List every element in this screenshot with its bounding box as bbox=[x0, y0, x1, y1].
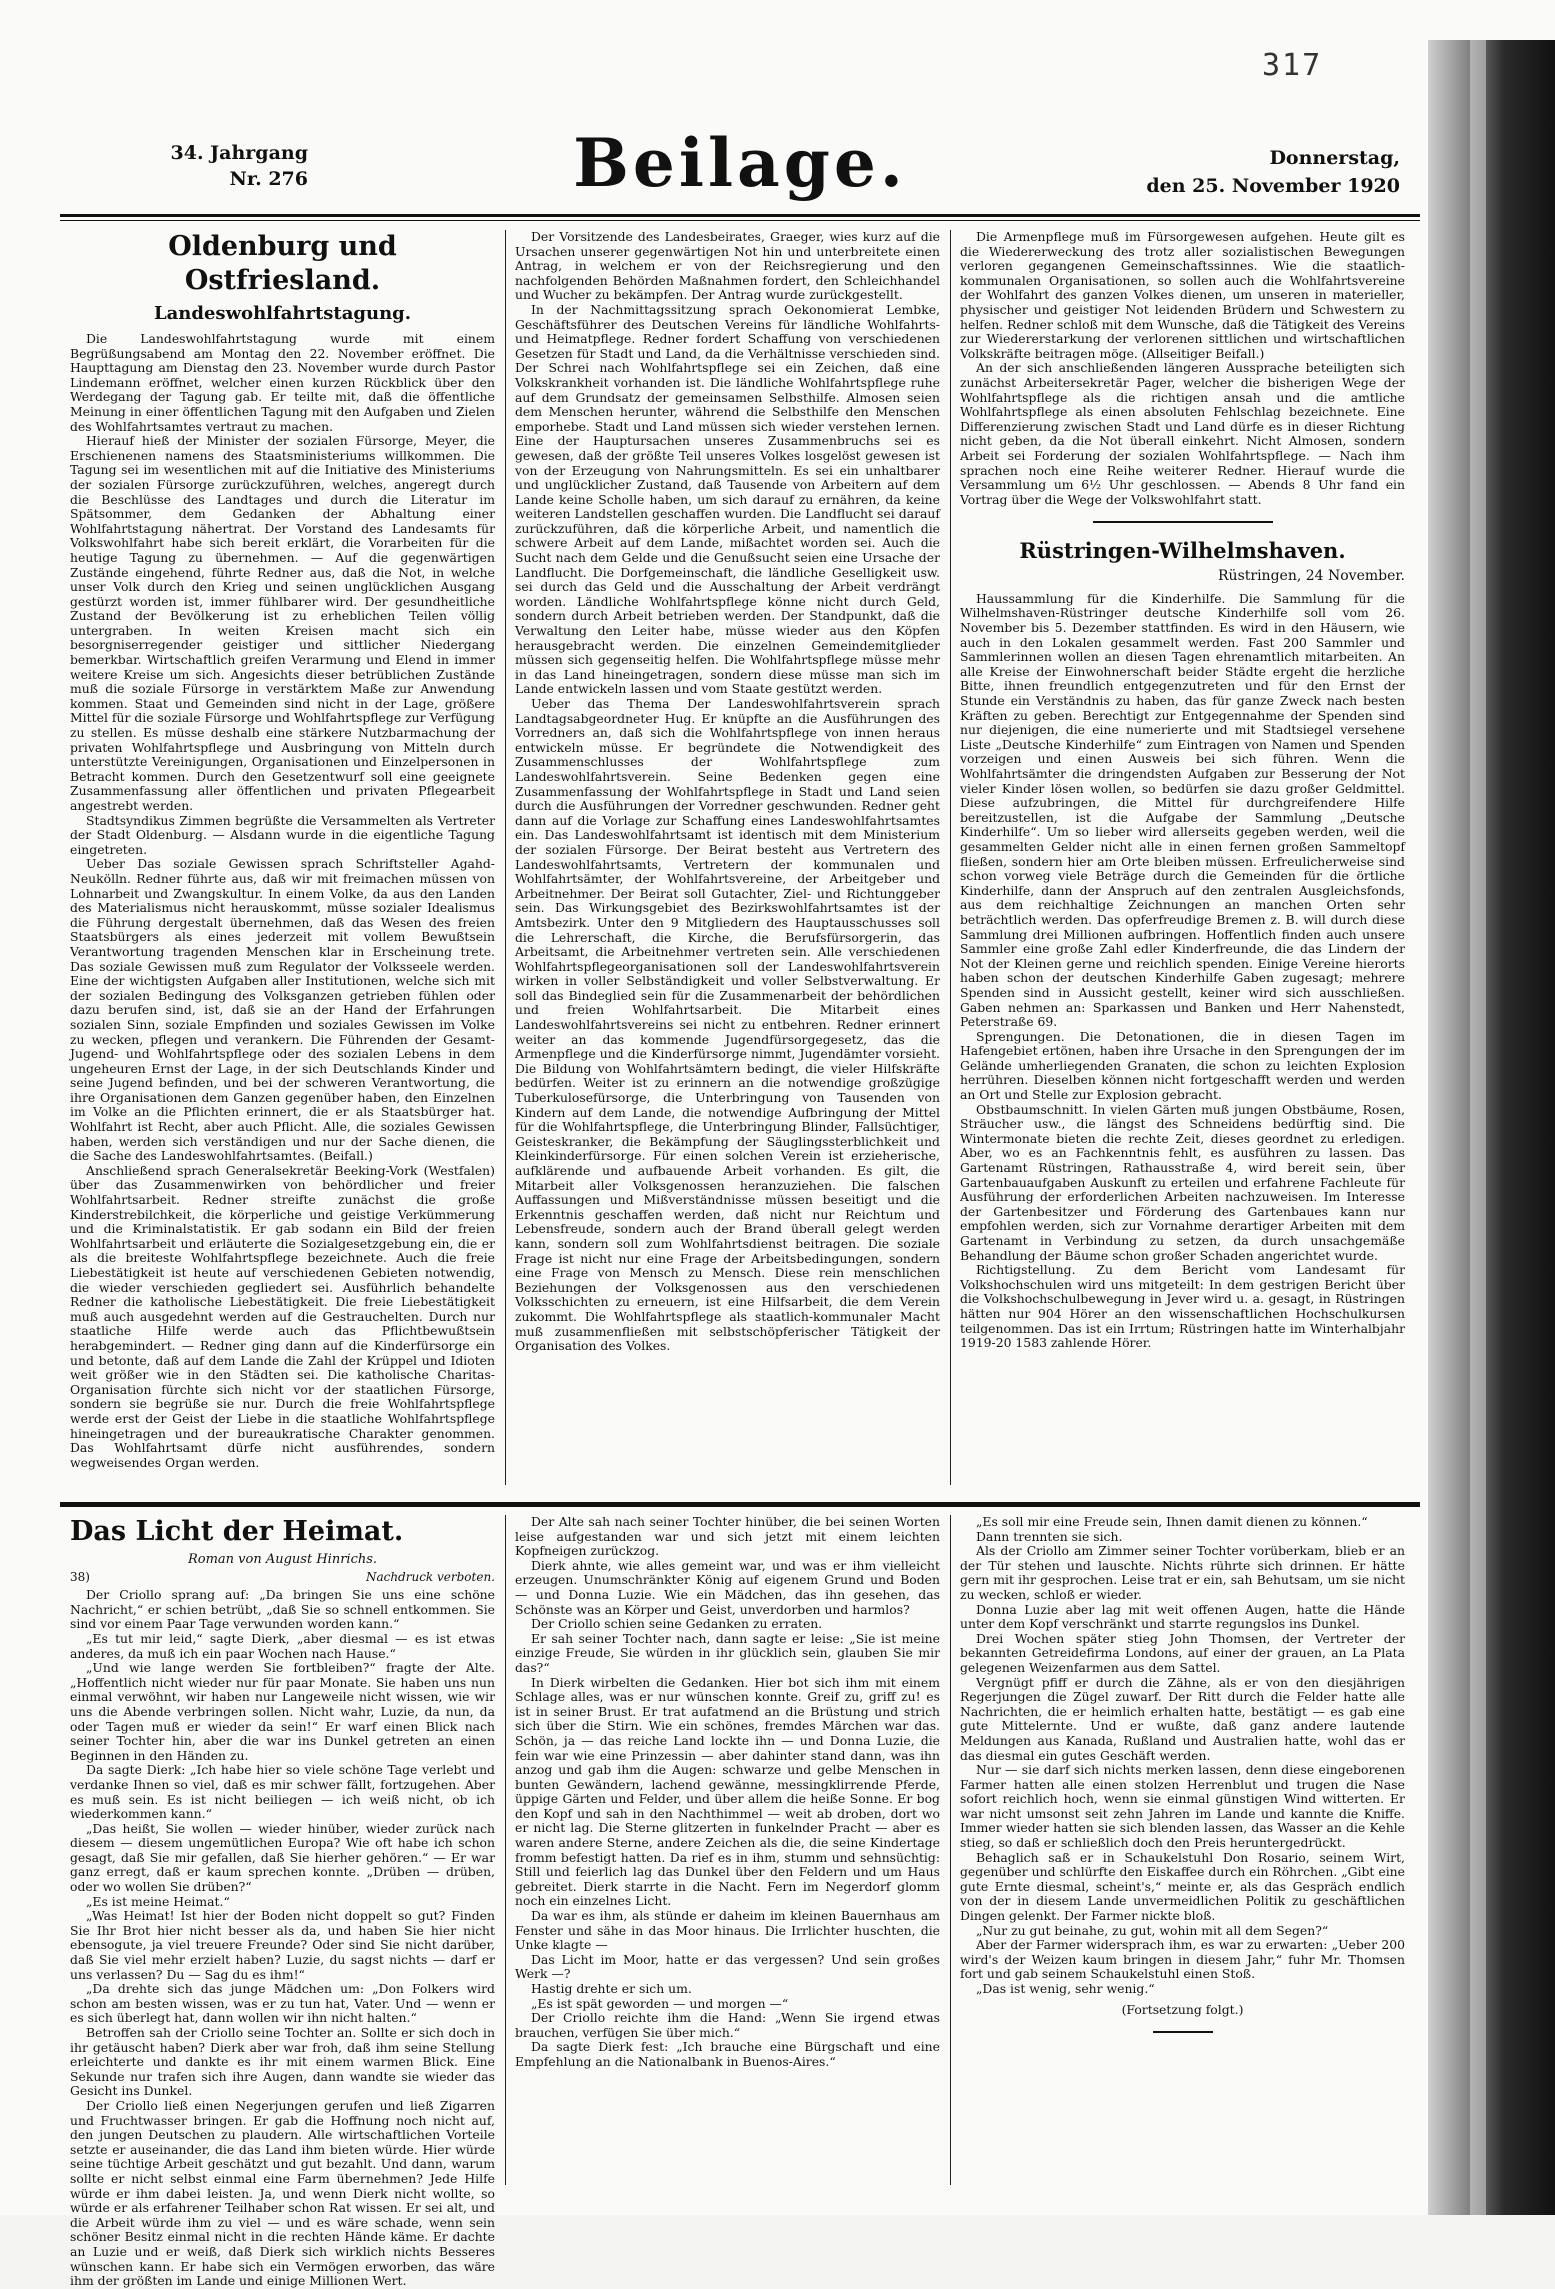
novel-paragraph: „Es ist spät geworden — und morgen —“ bbox=[531, 1995, 789, 2011]
novel-paragraph: Behaglich saß er in Schaukelstuhl Don Rosario, seinem Wirt, gegenüber und schlürfte den Eiskaffee durch ein Röhrchen. „Gibt eine gute Ernte diesmal, scheint's,“ meinte er, als das Gespräch endlich von der in diesem Lande unvermeidlichen Politik zu geschäftlichen Dingen gelenkt. Der Farmer nickte bloß. bbox=[960, 1849, 1405, 1924]
article1-paragraph: An der sich anschließenden längeren Aussprache beteiligten sich zunächst Arbeitersekretär Pager, welcher die bisherigen Wege der Wohlfahrtspflege als die richtigen ansah und die amtliche Wohlfahrtspflege als einen absoluten Fehlschlag bezeichnete. Eine Differenzierung zwischen Stadt und Land dürfe es in dieser Richtung nicht geben, da die Not überall einkehrt. Nicht Almosen, sondern Arbeit sei Forderung der sozialen Wohlfahrtspflege. — Nach ihm sprachen noch eine Reihe weiterer Redner. Hierauf wurde die Versammlung um 6½ Uhr geschlossen. — Abends 8 Uhr fand ein Vortrag über die Wege der Volkswohlfahrt statt. bbox=[960, 360, 1405, 507]
novel-paragraph: Aber der Farmer widersprach ihm, es war zu erwarten: „Ueber 200 wird's der Weizen kaum bringen in diesem Jahr,“ fuhr Mr. Thomsen fort und gab seinem Schaukelstuhl einen Stoß. bbox=[960, 1937, 1405, 1982]
article1-paragraph: Ueber Das soziale Gewissen sprach Schriftsteller Agahd-Neukölln. Redner führte aus, daß wir mit freimachen müssen von Lohnarbeit und Zwangskultur. In einem Volke, da aus den Landen des Materialismus nicht herauskommt, müsse sozialer Idealismus die Führung dergestalt übernehmen, daß das Wesen des freien Staatsbürgers als eines jederzeit mit vollem Bewußtsein Verantwortung tragenden Menschen klar in Erscheinung trete. Das soziale Gewissen muß zum Regulator der Volksseele werden. Eine der wichtigsten Aufgaben aller Institutionen, welche sich mit der sozialen Bedingung des Volksganzen getrieben fühlen oder dazu berufen sind, ist, daß sie an der Hand der Erfahrungen sozialen Sinn, soziale Empfinden und soziales Gewissen im Volke zu wecken, pflegen und verankern. Die Führenden der Gesamt-Jugend- und Wohlfahrtspflege oder des sozialen Lebens in dem ungeheuren Ernst der Lage, in der sich Deutschlands Kinder und seine Jugend befinden, und bei der schweren Verantwortung, die ihre Organisationen dem Ganzen gegenüber haben, den Einzelnen im Volke an die Pflichten erinnert, die er als Staatsbürger hat. Wohlfahrt ist Recht, aber auch Pflicht. Alle, die soziales Gewissen haben, werden sich verständigen und nur der Sache dienen, die die Sache des Landeswohlfahrtsamtes. (Beifall.) bbox=[70, 856, 495, 1164]
novel-column-2 bbox=[515, 1515, 940, 2185]
article1-paragraph: Die Landeswohlfahrtstagung wurde mit einem Begrüßungsabend am Montag den 22. November eröffnet. Die Haupttagung am Dienstag den 23. November wurde durch Pastor Lindemann eröffnet, welcher einen kurzen Rückblick über den Werdegang der Tagung gab. Er teilte mit, daß die öffentliche Meinung in einer öffentlichen Tagung mit den Aufgaben und Zielen des Wohlfahrtsamtes vertraut zu machen. bbox=[70, 331, 495, 434]
novel-title: Das Licht der Heimat. bbox=[70, 1516, 404, 1547]
book-spine bbox=[1428, 40, 1555, 2215]
article1-paragraph: Stadtsyndikus Zimmen begrüßte die Versammelten als Vertreter der Stadt Oldenburg. — Alsdann wurde in die eigentliche Tagung eingetreten. bbox=[70, 812, 495, 857]
newspaper-page bbox=[60, 110, 1420, 2289]
spine-highlight bbox=[1470, 40, 1486, 2215]
novel-column-3 bbox=[960, 1515, 1405, 2185]
novel-installment: 38) bbox=[70, 1569, 90, 1584]
novel-paragraph: Er sah seiner Tochter nach, dann sagte er leise: „Sie ist meine einzige Freude, Sie würden in ihr glücklich sein, glauben Sie mir das?“ bbox=[515, 1630, 940, 1675]
novel-column-1 bbox=[70, 1515, 495, 2289]
right-column bbox=[960, 230, 1405, 1490]
novel-paragraph: Dierk ahnte, wie alles gemeint war, und was er ihm vielleicht erzeugen. Unumschränkter König auf eigenem Grund und Boden — und Donna Luzie. Wie ein Mädchen, das ihn gesehen, das Schönste was an Körper und Geist, unverdorben und harmlos? bbox=[515, 1557, 940, 1617]
article1-column-2 bbox=[515, 230, 940, 1490]
masthead-title: Beilage. bbox=[573, 124, 907, 202]
issue-label: Nr. 276 bbox=[229, 168, 308, 190]
article1-column-1 bbox=[70, 230, 495, 1490]
novel-paragraph: „Es ist meine Heimat.“ bbox=[86, 1893, 230, 1909]
novel-meta-row bbox=[70, 1570, 495, 1585]
novel-paragraph: „Was Heimat! Ist hier der Boden nicht doppelt so gut? Finden Sie Ihr Brot hier nicht besser als da, und haben Sie hier nicht ebensogute, ja viel treuere Freunde? Oder sind Sie nicht darüber, daß Sie viel mehr erzielt haben? Luzie, du sagst nichts — darf er uns verlassen? Du — Sag du es ihm!“ bbox=[70, 1908, 495, 1982]
article1-paragraph: In der Nachmittagssitzung sprach Oekonomierat Lembke, Geschäftsführer des Deutschen Vereins für ländliche Wohlfahrts- und Heimatpflege. Redner fordert Schaffung von verschiedenen Gesetzen für Stadt und Land, da die Verhältnisse verschieden sind. Der Schrei nach Wohlfahrtspflege sei ein Zeichen, daß eine Volkskrankheit vorhanden ist. Die ländliche Wohlfahrtspflege ruhe auf dem Grundsatz der gemeinsamen Selbsthilfe. Almosen seien dem Menschen herunter, während die Selbsthilfe den Menschen emporhebe. Stadt und Land müssen sich wieder verstehen lernen. Eine der Hauptursachen unseres Zusammenbruchs sei es gewesen, daß der größte Teil unseres Volkes losgelöst gewesen ist von der Erzeugung von Nahrungsmitteln. Es sei ein unhaltbarer und unglücklicher Zustand, daß Tausende von Arbeitern auf dem Lande keine Scholle haben, um sich darauf zu ernähren, da keine weiteren Landstellen geschaffen wurden. Die Landflucht sei darauf zurückzuführen, daß die körperliche Arbeit, und namentlich die schwere Arbeit auf dem Lande, mißachtet worden sei. Auch die Sucht nach dem Gelde und die Genußsucht seien eine Ursache der Landflucht. Die Dorfgemeinschaft, die ländliche Geselligkeit usw. sei durch das Geld und die Ausschaltung der Arbeit verdrängt worden. Ländliche Wohlfahrtspflege könne nicht durch Geld, sondern durch Arbeit betrieben werden. Der Standpunkt, daß die Verwaltung den Leiter habe, müsse wieder aus den Köpfen herausgebracht werden. Die einzelnen Gemeindemitglieder müssen sich gegenseitig helfen. Die Wohlfahrtspflege müsse mehr in das Land hineingetragen, sondern diese müsse man sich im Lande entwickeln lassen und vom Staate gestützt werden. bbox=[515, 301, 940, 697]
masthead-date-block bbox=[1070, 144, 1400, 200]
novel-paragraph: Da sagte Dierk fest: „Ich brauche eine Bürgschaft und eine Empfehlung an die Nationalbank in Buenos-Aires.“ bbox=[515, 2039, 940, 2069]
novel-paragraph: Betroffen sah der Criollo seine Tochter an. Sollte er sich doch in ihr getäuscht haben? Dierk aber war froh, daß ihm seine Stellung erleichterte und dankte es ihr mit einem warmen Blick. Eine Sekunde nur trafen sich ihre Augen, dann wandte sie wieder das Gesicht ins Dunkel. bbox=[70, 2025, 495, 2099]
masthead-volume-block bbox=[128, 140, 308, 192]
end-rule bbox=[1153, 2031, 1213, 2033]
article2-headline: Rüstringen-Wilhelmshaven. bbox=[1019, 538, 1346, 564]
novel-paragraph: Vergnügt pfiff er durch die Zähne, als er von den diesjährigen Regerjungen die Zügel zuwarf. Der Ritt durch die Felder hatte alle Nachrichten, die er heimlich erhalten hatte, bestätigt — es gab eine gute Mittelernte. Und er wußte, daß ganz andere lautende Meldungen aus Kanada, Rußland und Australien hatte, wohl das er das diesmal ein gutes Geschäft werden. bbox=[960, 1674, 1405, 1763]
novel-paragraph: Der Criollo reichte ihm die Hand: „Wenn Sie irgend etwas brauchen, verfügen Sie über mich.“ bbox=[515, 2010, 940, 2040]
article1-paragraph: Die Armenpflege muß im Fürsorgewesen aufgehen. Heute gilt es die Wiedererweckung des trotz aller sozialistischen Bewegungen verloren gegangenen Gemeinschaftssinnes. Wie die staatlich-kommunalen Organisationen, so sollen auch die Wohlfahrtsvereine der Wohlfahrt des ganzen Volkes dienen, um unseren in materieller, physischer und geistiger Not leidenden Brüdern und Schwestern zu helfen. Redner schloß mit dem Wunsche, daß die Tätigkeit des Vereins zur Wiedererstarkung der verlorenen sittlichen und wirtschaftlichen Volkskräfte beitragen möge. (Allseitiger Beifall.) bbox=[960, 229, 1405, 361]
novel-paragraph: Der Criollo schien seine Gedanken zu erraten. bbox=[531, 1616, 823, 1632]
novel-paragraph: „Da drehte sich das junge Mädchen um: „Don Folkers wird schon am besten wissen, was er zu tun hat, Vater. Und — wenn er es sich überlegt hat, dann wollen wir ihn nicht halten.“ bbox=[70, 1981, 495, 2026]
date-label: den 25. November 1920 bbox=[1146, 175, 1400, 197]
volume-label: 34. Jahrgang bbox=[170, 142, 308, 164]
novel-continuation-note: (Fortsetzung folgt.) bbox=[1121, 2001, 1244, 2017]
masthead-rule bbox=[60, 214, 1420, 221]
novel-paragraph: „Es tut mir leid,“ sagte Dierk, „aber diesmal — es ist etwas anderes, da muß ich ein paar Wochen nach Hause.“ bbox=[70, 1630, 495, 1661]
novel-paragraph: Hastig drehte er sich um. bbox=[531, 1981, 692, 1996]
novel-paragraph: „Das heißt, Sie wollen — wieder hinüber, wieder zurück nach diesem — diesem ungemütlichen Europa? Wie oft habe ich schon gesagt, daß Sie mir gefallen, daß Sie hierher gehören.“ — Er war ganz erregt, daß er kaum sprechen konnte. „Drüben — drüben, oder wo wollen Sie drüben?“ bbox=[70, 1820, 495, 1895]
novel-paragraph: In Dierk wirbelten die Gedanken. Hier bot sich ihm mit einem Schlage alles, was er nur wünschen konnte. Greif zu, griff zu! es ist in seiner Brust. Er trat aufatmend an die Brüstung und strich sich über die Stirn. Wie ein schönes, fremdes Märchen war das. Schön, ja — das reiche Land lockte ihn — und Donna Luzie, die fein war wie eine Prinzessin — aber dahinter stand dann, was ihn anzog und gab ihm die Augen: schwarze und gelbe Menschen in bunten Gewändern, lachend gewänne, messingklirrende Pferde, üppige Gärten und Felder, und über allem die heiße Sonne. Er bog den Kopf und sah in den Nachthimmel — weit ab droben, dort wo er nicht lag. Die Sterne glitzerten in funkelnder Pracht — aber es waren andere Sterne, andere Zeichen als die, die seine Kindertage fromm befestigt hatten. Da rief es in ihm, stumm und sehnsüchtig: Still und feierlich lag das Dunkel über den Feldern und um Haus gebreitet. Dierk starrte in die Nacht. Fern im Negerdorf glomm noch ein einzelnes Licht. bbox=[515, 1674, 940, 1909]
column-rule bbox=[505, 230, 506, 1485]
novel-paragraph: Der Alte sah nach seiner Tochter hinüber, die bei seinen Worten leise aufgestanden war und sich jetzt mit einem leichten Kopfneigen zurückzog. bbox=[515, 1514, 940, 1559]
novel-paragraph: „Es soll mir eine Freude sein, Ihnen damit dienen zu können.“ bbox=[976, 1514, 1368, 1529]
article1-paragraph: Der Vorsitzende des Landesbeirates, Graeger, wies kurz auf die Ursachen unserer gegenwärtigen Not hin und unterbreitete einen Antrag, in welchem er von der Reichsregierung und den nachfolgenden Behörden Maßnahmen fordert, den Schleichhandel und Wucher zu bekämpfen. Der Antrag wurde zurückgestellt. bbox=[515, 229, 940, 303]
article2-paragraph: Sprengungen. Die Detonationen, die in diesen Tagen im Hafengebiet ertönen, haben ihre Ursache in den Sprengungen der im Gelände umherliegenden Granaten, die schon zu leichten Explosion herrühren. Dieselben können nicht fortgeschafft werden und werden an Ort und Stelle zur Explosion gebracht. bbox=[960, 1028, 1405, 1103]
novel-paragraph: Da sagte Dierk: „Ich habe hier so viele schöne Tage verlebt und verdanke Ihnen so viel, daß es mir schwer fällt, fortzugehen. Aber es muß sein. Es ist nicht beiliegen — ich weiß nicht, ob ich wiederkommen kann.“ bbox=[70, 1762, 495, 1822]
novel-paragraph: Der Criollo ließ einen Negerjungen gerufen und ließ Zigarren und Fruchtwasser bringen. Er gab die Hoffnung noch nicht auf, den jungen Deutschen zu plaudern. Alle wirtschaftlichen Vorteile setzte er auseinander, die das Land ihm bieten würde. Hier würde seine tüchtige Arbeit geschätzt und gut bezahlt. Und dann, warum sollte er nicht selbst einmal eine Farm übernehmen? Jede Hilfe würde er ihm dabei leisten. Ja, und wenn Dierk nicht wollte, so würde er als erfahrener Teilhaber schon Rat wissen. Er sei alt, und die Arbeit würde ihm zu viel — und es wäre schade, wenn sein schöner Besitz einmal nicht in die rechten Hände käme. Er dachte an Luzie und er weiß, daß Dierk sich wirklich nichts Besseres wünschen kann. Er habe sich ein Vermögen erworben, das wäre ihm der größten im Lande und einige Millionen Wert. bbox=[70, 2097, 495, 2289]
column-rule bbox=[950, 1515, 951, 2185]
novel-paragraph: Das Licht im Moor, hatte er das vergessen? Und sein großes Werk —? bbox=[515, 1951, 940, 1982]
article2-paragraph: Richtigstellung. Zu dem Bericht vom Landesamt für Volkshochschulen wird uns mitgeteilt: In dem gestrigen Bericht über die Volkshochschulbewegung in Jever wird u. a. gesagt, in Rüstringen hätten nur 904 Hörer an den wissenschaftlichen Hochschulkursen teilgenommen. Das ist ein Irrtum; Rüstringen hatte im Winterhalbjahr 1919-20 1583 zahlende Hörer. bbox=[960, 1262, 1405, 1351]
novel-paragraph: Dann trennten sie sich. bbox=[976, 1528, 1123, 1544]
novel-paragraph: Der Criollo sprang auf: „Da bringen Sie uns eine schöne Nachricht,“ er schien betrübt, „daß Sie so schnell entkommen. Sie sind vor einem Paar Tage verwunden worden kann.“ bbox=[70, 1587, 495, 1632]
article2-dateline: Rüstringen, 24 November. bbox=[1218, 568, 1405, 585]
handwritten-page-number: 317 bbox=[1262, 48, 1323, 83]
novel-paragraph: Drei Wochen später stieg John Thomsen, der Vertreter der bekannten Getreidefirma Londons, auf einer der grauen, an La Plata gelegenen Weizenfarmen aus dem Sattel. bbox=[960, 1630, 1405, 1675]
article-separator bbox=[1093, 521, 1273, 523]
column-rule bbox=[505, 1515, 506, 2185]
novel-paragraph: Als der Criollo am Zimmer seiner Tochter vorüberkam, blieb er an der Tür stehen und lauschte. Nichts rührte sich drinnen. Er hätte gern mit ihr gesprochen. Leise trat er ein, sah Behutsam, um sie nicht zu wecken, schloß er wieder. bbox=[960, 1543, 1405, 1602]
article1-paragraph: Hierauf hieß der Minister der sozialen Fürsorge, Meyer, die Erschienenen namens des Staatsministeriums willkommen. Die Tagung sei im wesentlichen mit auf die Initiative des Ministeriums der sozialen Fürsorge zurückzuführen, welches, angeregt durch die Beschlüsse des Landtages und durch die Literatur im Spätsommer, dem Gedanken der Abhaltung einer Wohlfahrtstagung nähertrat. Der Vorstand des Landesamts für Volkswohlfahrt habe sich bereit erklärt, die Vorarbeiten für die heutige Tagung zu übernehmen. — Auf die gegenwärtigen Zustände eingehend, führte Redner aus, daß die Not, in welche unser Volk durch den Krieg und seinen unglücklichen Ausgang gestürzt worden ist, immer fühlbarer wird. Der gesundheitliche Zustand der Bevölkerung ist zu erheblichen Teilen völlig untergraben. In weiten Kreisen macht sich ein besorgniserregender geistiger und sittlicher Niedergang bemerkbar. Wirtschaftlich greifen Verarmung und Elend in immer weitere Kreise um sich. Angesichts dieser betrüblichen Zustände muß die soziale Fürsorge in verstärktem Maße zur Anwendung kommen. Staat und Gemeinden sind nicht in der Lage, größere Mittel für die soziale Fürsorge und Wohlfahrtspflege zur Verfügung zu stellen. Es müsse deshalb eine stärkere Nutzbarmachung der privaten Wohlfahrtspflege und Ausbringung von Mitteln durch unterstützte Vereinigungen, Organisationen und Einzelpersonen in Betracht kommen. Durch den Gesetzentwurf soll eine geeignete Zusammenfassung aller öffentlichen und privaten Pflegearbeit angestrebt werden. bbox=[70, 433, 495, 813]
novel-paragraph: „Und wie lange werden Sie fortbleiben?“ fragte der Alte. „Hoffentlich nicht wieder nur für paar Monate. Sie haben uns nun einmal verwöhnt, wir haben nur Langeweile nicht wissen, wie wir uns die Abende verbringen sollen. Nicht wahr, Luzie, da nun, da oder Tagen muß er wieder da sein!“ Er warf einen Blick nach seiner Tochter hin, aber die war ins Dunkel getreten an einen Beginnen in den Händen zu. bbox=[70, 1660, 495, 1763]
novel-paragraph: „Nur zu gut beinahe, zu gut, wohin mit all dem Segen?“ bbox=[976, 1922, 1329, 1938]
novel-paragraph: Donna Luzie aber lag mit weit offenen Augen, hatte die Hände unter dem Kopf verschränkt und starrte regungslos ins Dunkel. bbox=[960, 1601, 1405, 1632]
novel-reprint-note: Nachdruck verboten. bbox=[365, 1569, 495, 1584]
novel-paragraph: Da war es ihm, als stünde er daheim im kleinen Bauernhaus am Fenster und sähe in das Moor hinaus. Die Irrlichter huschten, die Unke klagte — bbox=[515, 1908, 940, 1953]
novel-paragraph: Nur — sie darf sich nichts merken lassen, denn diese eingeborenen Farmer hatten alle einen stolzen Herrenblut und trugen die Nase sofort reichlich hoch, wenn sie einmal günstigen Wind witterten. Er war nicht umsonst seit zehn Jahren im Lande und kannte die Kniffe. Immer wieder hatten sie sich blenden lassen, das Wasser an die Kehle stieg, so daß er schließlich doch den Preis heruntergedrückt. bbox=[960, 1762, 1405, 1851]
weekday-label: Donnerstag, bbox=[1269, 147, 1400, 169]
article1-paragraph: Ueber das Thema Der Landeswohlfahrtsverein sprach Landtagsabgeordneter Hug. Er knüpfte an die Ausführungen des Vorredners an, daß sich die Wohlfahrtspflege von innen heraus entwickeln müsse. Er begründete die Notwendigkeit des Zusammenschlusses der Wohlfahrtspflege zum Landeswohlfahrtsverein. Seine Bedenken gegen eine Zusammenfassung der Wohlfahrtspflege in Stadt und Land seien durch die Ausführungen der Vorredner geschwunden. Redner geht dann auf die Vorlage zur Schaffung eines Landeswohlfahrtsamtes ein. Das Landeswohlfahrtsamt ist identisch mit dem Ministerium der sozialen Fürsorge. Der Beirat besteht aus Vertretern des Landeswohlfahrtsamts, Vertretern der kommunalen und Wohlfahrtsämter, der Wohlfahrtsvereine, der Arbeitgeber und Arbeitnehmer. Der Beirat soll Gutachter, Ziel- und Richtunggeber sein. Das Wirkungsgebiet des Bezirkswohlfahrtsamtes ist der Amtsbezirk. Unter den 9 Mitgliedern des Hauptausschusses soll die Lehrerschaft, die Kirche, die Berufsfürsorgerin, das Arbeitsamt, die Arbeitnehmer vertreten sein. Alle verschiedenen Wohlfahrtspflegeorganisationen soll der Landeswohlfahrtsverein wirken in voller Selbständigkeit und voller Selbstverwaltung. Er soll das Bindeglied sein für die Zusammenarbeit der behördlichen und freien Wohlfahrtsarbeit. Die Mitarbeit eines Landeswohlfahrtsvereins sei nicht zu entbehren. Redner erinnert weiter an das kommende Jugendfürsorgegesetz, das die Armenpflege und die Kinderfürsorge nimmt, Jugendämter vorsieht. Die Bildung von Wohlfahrtsämtern bedingt, die vieler Hilfskräfte bedürfen. Weiter ist zu erinnern an die notwendige großzügige Tuberkulosefürsorge, die Unterbringung von Tausenden von Kindern auf dem Lande, die notwendige Aufbringung der Mittel für die Wohlfahrtspflege, die Unterbringung Blinder, Fallsüchtiger, Geisteskranker, die Bekämpfung der Säuglingssterblichkeit und Kleinkinderfürsorge. Für einen solchen Verein ist erzieherische, aufklärende und aufbauende Arbeit vorhanden. Es gilt, die Mitarbeit aller Volksgenossen heranzuziehen. Die falschen Auffassungen und Mißverständnisse müssen beseitigt und die Erkenntnis geschaffen werden, daß nicht nur Reichtum und Lebensfreude, sondern auch der Brand überall gelegt werden kann, sondern soll zum Wohlfahrtsdienst beitragen. Die soziale Frage ist nicht nur eine Frage der Arbeitsbedingungen, sondern eine Frage von Mensch zu Mensch. Diese rein menschlichen Beziehungen der Volksgenossen aus den verschiedenen Volksschichten zu erneuern, ist eine Hilfsarbeit, die dem Verein zukommt. Die Wohlfahrtspflege als staatlich-kommunaler Macht muß zusammenfließen mit selbstschöpferischer Tätigkeit der Organisation des Volkes. bbox=[515, 696, 940, 1354]
article1-subhead: Landeswohlfahrtstagung. bbox=[153, 303, 412, 324]
novel-paragraph: „Das ist wenig, sehr wenig.“ bbox=[976, 1981, 1155, 1996]
feuilleton-rule bbox=[60, 1502, 1420, 1507]
article1-headline: Oldenburg und Ostfriesland. bbox=[168, 231, 397, 296]
column-rule bbox=[950, 230, 951, 1485]
article2-paragraph: Haussammlung für die Kinderhilfe. Die Sammlung für die Wilhelmshaven-Rüstringer deutsche Kinderhilfe soll vom 26. November bis 5. Dezember stattfinden. Es wird in den Häusern, wie auch in den Lokalen gesammelt werden. Fast 200 Sammler und Sammlerinnen wollen an diesen Tagen ehrenamtlich mitarbeiten. An alle Kreise der Einwohnerschaft beider Städte ergeht die herzliche Bitte, ihnen freundlich entgegenzutreten und für den Ernst der Stunde ein Verständnis zu haben, das für ganze Zweck nach besten Kräften zu geben. Berechtigt zur Entgegennahme der Spenden sind nur diejenigen, die eine numerierte und mit Stadtsiegel versehene Liste „Deutsche Kinderhilfe“ zum Eintragen von Namen und Spenden vorzeigen und einen Ausweis bei sich führen. Wenn die Wohlfahrtsämter die dringendsten Aufgaben zur Besserung der Not vieler Kinder lösen wollen, so bedürfen sie dazu großer Geldmittel. Diese aufzubringen, die Mittel für durchgreifendere Hilfe bereitzustellen, ist die Aufgabe der Sammlung „Deutsche Kinderhilfe“. Um so lieber wird allerseits gegeben werden, weil die gesammelten Gelder nicht alle in einen fernen großen Sammeltopf fließen, sondern hier am Orte bleiben müssen. Erfreulicherweise sind schon vorweg viele Beträge durch die Gemeinden für die örtliche Kinderhilfe, dann der Anspruch auf den zentralen Ausgleichsfonds, aus dem reichhaltige Zeichnungen an manchen Orten sehr beträchtlich werden. Das opferfreudige Bremen z. B. will durch diese Sammlung drei Millionen aufbringen. Hoffentlich finden auch unsere Sammler eine große Zahl edler Kinderfreunde, die das Lindern der Not der Kleinen gerne und reichlich spenden. Einige Vereine hierorts haben schon der deutschen Kinderhilfe Gaben zugesagt; mehrere Spenden sind in Aussicht gestellt, keiner wird sich ausschließen. Gaben nehmen an: Sparkassen und Banken und Herr Nahenstedt, Peterstraße 69. bbox=[960, 590, 1405, 1030]
article1-paragraph: Anschließend sprach Generalsekretär Beeking-Vork (Westfalen) über das Zusammenwirken von behördlicher und freier Wohlfahrtsarbeit. Redner streifte zunächst die große Kinderstrebilchkeit, die körperliche und geistige Verkümmerung und die Kriminalstatistik. Er gab sodann ein Bild der freien Wohlfahrtsarbeit und erläuterte die Sozialgesetzgebung ein, die er als die breiteste Wohlfahrtspflege bezeichnete. Auch die freie Liebestätigkeit ist heute auf verschiedenen Gebieten notwendig, die wieder verschieden gegliedert sei. Ausführlich behandelte Redner die katholische Liebestätigkeit. Die freie Liebestätigkeit muß auch ausgedehnt werden auf die Gestrauchelten. Durch nur staatliche Hilfe werde auch das Pflichtbewußtsein herabgemindert. — Redner ging dann auf die Kinderfürsorge ein und betonte, daß auf dem Lande die Zahl der Krüppel und Idioten weit größer wie in den Städten sei. Die katholische Charitas-Organisation fürchte sich nicht vor der staatlichen Fürsorge, sondern sie begrüße sie nur. Durch die freie Wohlfahrtspflege werde erst der Geist der Liebe in die staatliche Wohlfahrtspflege hineingetragen und der bureaukratische Charakter genommen. Das Wohlfahrtsamt dürfe nicht ausführendes, sondern wegweisendes Organ werden. bbox=[70, 1162, 495, 1470]
article2-paragraph: Obstbaumschnitt. In vielen Gärten muß jungen Obstbäume, Rosen, Sträucher usw., die längst des Schneidens bedürftig sind. Die Wintermonate bieten die rechte Zeit, dieses geordnet zu erledigen. Aber, wo es an Fachkenntnis fehlt, es ausführen zu lassen. Das Gartenamt Rüstringen, Rathausstraße 4, wird bereit sein, über Gartenbauaufgaben Auskunft zu erteilen und erfahrene Fachleute für Ausführung der erforderlichen Arbeiten nachzuweisen. Im Interesse der Gartenbesitzer und Förderung des Gartenbaues kann nur empfohlen werden, sich zur Vornahme derartiger Arbeiten mit dem Gartenamt in Verbindung zu setzen, da durch unsachgemäße Behandlung der Bäume schon großer Schaden angerichtet wurde. bbox=[960, 1101, 1405, 1263]
novel-author: Roman von August Hinrichs. bbox=[187, 1552, 378, 1567]
